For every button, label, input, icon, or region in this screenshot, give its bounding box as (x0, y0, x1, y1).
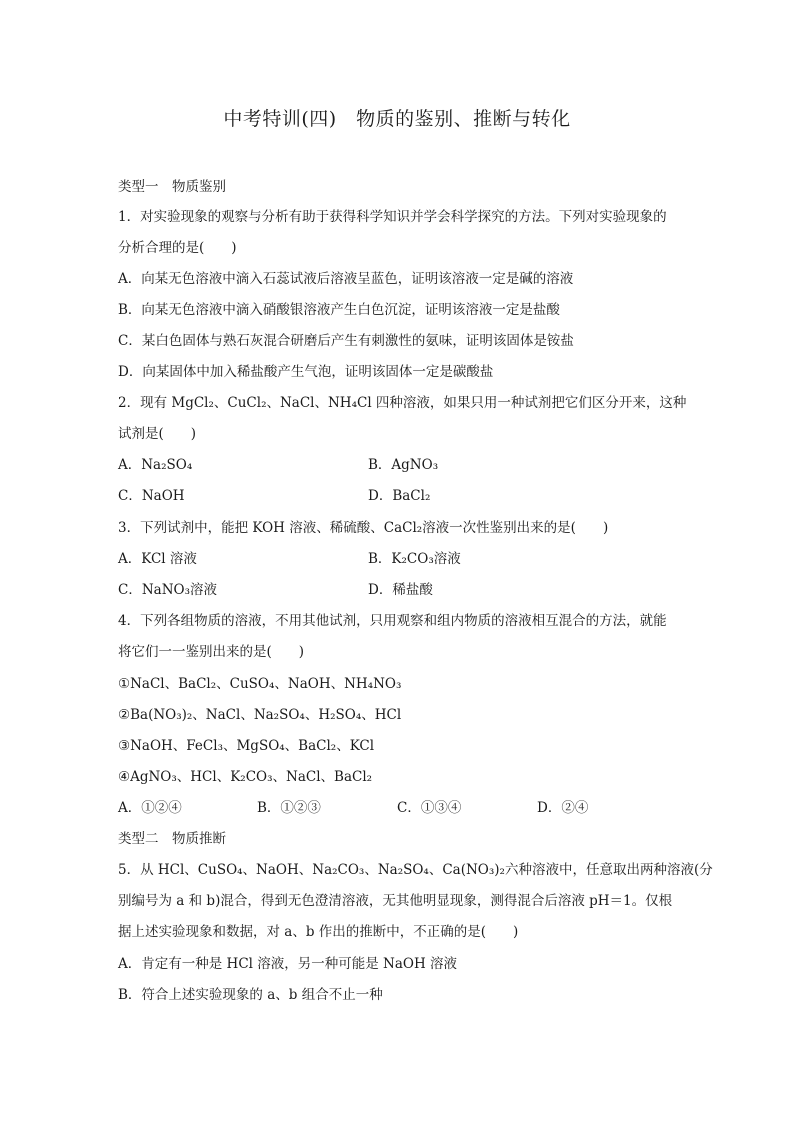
q4-stem-line1: 4．下列各组物质的溶液，不用其他试剂，只用观察和组内物质的溶液相互混合的方法，就能 (118, 613, 667, 629)
q3-option-d: D．稀盐酸 (368, 582, 433, 598)
q4-group-2: ②Ba(NO₃)₂、NaCl、Na₂SO₄、H₂SO₄、HCl (118, 707, 402, 723)
section-heading-2: 类型二 物质推断 (118, 831, 226, 847)
q5-option-b: B．符合上述实验现象的 a、b 组合不止一种 (118, 987, 383, 1003)
q1-option-d: D．向某固体中加入稀盐酸产生气泡，证明该固体一定是碳酸盐 (118, 364, 494, 380)
q4-stem-line2: 将它们一一鉴别出来的是( ) (118, 644, 305, 660)
q4-group-1: ①NaCl、BaCl₂、CuSO₄、NaOH、NH₄NO₃ (118, 676, 402, 692)
page-title: 中考特训(四) 物质的鉴别、推断与转化 (223, 108, 571, 130)
q5-stem-line1: 5．从 HCl、CuSO₄、NaOH、Na₂CO₃、Na₂SO₄、Ca(NO₃)₂六种溶液中，任意取出两种溶液(分 (118, 862, 713, 878)
q4-group-4: ④AgNO₃、HCl、K₂CO₃、NaCl、BaCl₂ (118, 769, 373, 785)
q1-stem-line2: 分析合理的是( ) (118, 240, 237, 256)
q5-option-a: A．肯定有一种是 HCl 溶液，另一种可能是 NaOH 溶液 (118, 956, 458, 972)
q3-option-c: C．NaNO₃溶液 (118, 582, 217, 598)
q1-stem-line1: 1．对实验现象的观察与分析有助于获得科学知识并学会科学探究的方法。下列对实验现象的 (118, 209, 667, 225)
q4-option-b: B．①②③ (257, 800, 321, 816)
q4-option-c: C．①③④ (397, 800, 462, 816)
q4-option-d: D．②④ (537, 800, 589, 816)
q3-stem: 3．下列试剂中，能把 KOH 溶液、稀硫酸、CaCl₂溶液一次性鉴别出来的是( ) (118, 520, 609, 536)
q1-option-c: C．某白色固体与熟石灰混合研磨后产生有刺激性的氨味，证明该固体是铵盐 (118, 333, 574, 349)
q5-stem-line3: 据上述实验现象和数据，对 a、b 作出的推断中，不正确的是( ) (118, 924, 519, 940)
q2-option-d: D．BaCl₂ (368, 488, 431, 504)
q5-stem-line2: 别编号为 a 和 b)混合，得到无色澄清溶液，无其他明显现象，测得混合后溶液 pH＝1。仅根 (118, 893, 673, 909)
q4-group-3: ③NaOH、FeCl₃、MgSO₄、BaCl₂、KCl (118, 738, 375, 754)
q2-stem-line1: 2．现有 MgCl₂、CuCl₂、NaCl、NH₄Cl 四种溶液，如果只用一种试剂把它们区分开来，这种 (118, 395, 687, 411)
q2-option-a: A．Na₂SO₄ (118, 457, 193, 473)
q4-option-a: A．①②④ (118, 800, 182, 816)
q1-option-b: B．向某无色溶液中滴入硝酸银溶液产生白色沉淀，证明该溶液一定是盐酸 (118, 302, 560, 318)
q3-option-a: A．KCl 溶液 (118, 551, 197, 567)
q2-option-b: B．AgNO₃ (368, 457, 439, 473)
q2-stem-line2: 试剂是( ) (118, 426, 197, 442)
section-heading-1: 类型一 物质鉴别 (118, 179, 226, 195)
q1-option-a: A．向某无色溶液中滴入石蕊试液后溶液呈蓝色，证明该溶液一定是碱的溶液 (118, 271, 574, 287)
q3-option-b: B．K₂CO₃溶液 (368, 551, 461, 567)
q2-option-c: C．NaOH (118, 488, 185, 504)
